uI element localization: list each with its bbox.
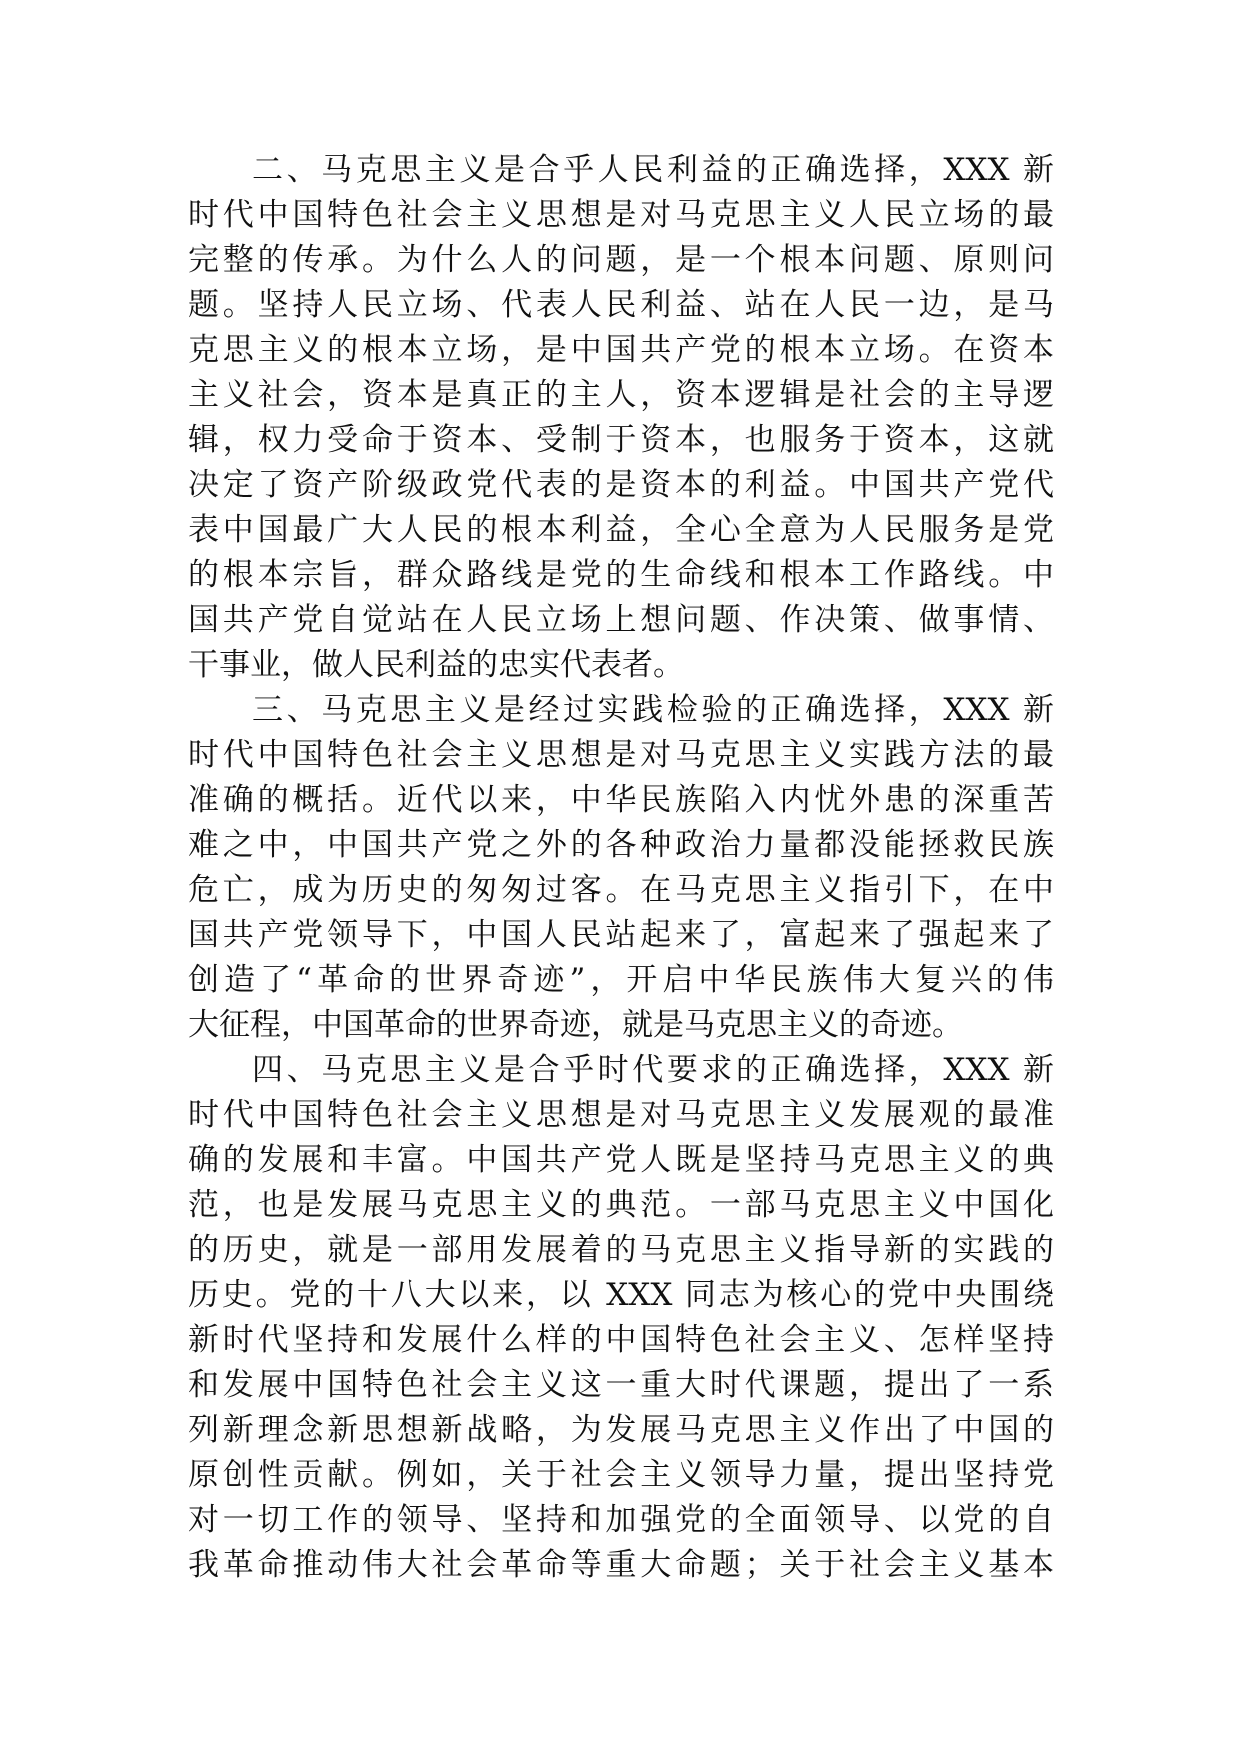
text-line: 新时代坚持和发展什么样的中国特色社会主义、怎样坚持 xyxy=(188,1322,1054,1358)
text-line: 辑，权力受命于资本、受制于资本，也服务于资本，这就 xyxy=(188,422,1054,458)
text-line: 三、马克思主义是经过实践检验的正确选择，XXX 新 xyxy=(252,692,1054,728)
text-line: 危亡，成为历史的匆匆过客。在马克思主义指引下，在中 xyxy=(188,872,1054,908)
text-line: 原创性贡献。例如，关于社会主义领导力量，提出坚持党 xyxy=(188,1457,1054,1493)
text-line: 确的发展和丰富。中国共产党人既是坚持马克思主义的典 xyxy=(188,1142,1054,1178)
document-body xyxy=(188,148,1054,1588)
text-line: 大征程，中国革命的世界奇迹，就是马克思主义的奇迹。 xyxy=(188,1007,963,1043)
text-line: 国共产党自觉站在人民立场上想问题、作决策、做事情、 xyxy=(188,602,1054,638)
text-line: 和发展中国特色社会主义这一重大时代课题，提出了一系 xyxy=(188,1367,1054,1403)
text-line: 表中国最广大人民的根本利益，全心全意为人民服务是党 xyxy=(188,512,1054,548)
text-line: 题。坚持人民立场、代表人民利益、站在人民一边，是马 xyxy=(188,287,1054,323)
text-line: 准确的概括。近代以来，中华民族陷入内忧外患的深重苦 xyxy=(188,782,1054,818)
text-line: 时代中国特色社会主义思想是对马克思主义人民立场的最 xyxy=(188,197,1054,233)
text-line: 完整的传承。为什么人的问题，是一个根本问题、原则问 xyxy=(188,242,1054,278)
text-line: 创造了“革命的世界奇迹”，开启中华民族伟大复兴的伟 xyxy=(188,962,1054,998)
text-line: 历史。党的十八大以来，以 XXX 同志为核心的党中央围绕 xyxy=(188,1277,1054,1313)
text-line: 的历史，就是一部用发展着的马克思主义指导新的实践的 xyxy=(188,1232,1054,1268)
text-line: 主义社会，资本是真正的主人，资本逻辑是社会的主导逻 xyxy=(188,377,1054,413)
text-line: 国共产党领导下，中国人民站起来了，富起来了强起来了 xyxy=(188,917,1054,953)
text-line: 对一切工作的领导、坚持和加强党的全面领导、以党的自 xyxy=(188,1502,1054,1538)
text-line: 列新理念新思想新战略，为发展马克思主义作出了中国的 xyxy=(188,1412,1054,1448)
text-line: 四、马克思主义是合乎时代要求的正确选择，XXX 新 xyxy=(252,1052,1054,1088)
paragraph-section-four xyxy=(188,1048,1054,1588)
text-line: 难之中，中国共产党之外的各种政治力量都没能拯救民族 xyxy=(188,827,1054,863)
text-line: 克思主义的根本立场，是中国共产党的根本立场。在资本 xyxy=(188,332,1054,368)
paragraph-section-two xyxy=(188,148,1054,688)
text-line: 二、马克思主义是合乎人民利益的正确选择，XXX 新 xyxy=(252,152,1054,188)
paragraph-section-three xyxy=(188,688,1054,1048)
text-line: 决定了资产阶级政党代表的是资本的利益。中国共产党代 xyxy=(188,467,1054,503)
text-line: 干事业，做人民利益的忠实代表者。 xyxy=(188,647,684,683)
text-line: 时代中国特色社会主义思想是对马克思主义发展观的最准 xyxy=(188,1097,1054,1133)
text-line: 范，也是发展马克思主义的典范。一部马克思主义中国化 xyxy=(188,1187,1054,1223)
text-line: 时代中国特色社会主义思想是对马克思主义实践方法的最 xyxy=(188,737,1054,773)
text-line: 的根本宗旨，群众路线是党的生命线和根本工作路线。中 xyxy=(188,557,1054,593)
text-line: 我革命推动伟大社会革命等重大命题；关于社会主义基本 xyxy=(188,1547,1054,1583)
